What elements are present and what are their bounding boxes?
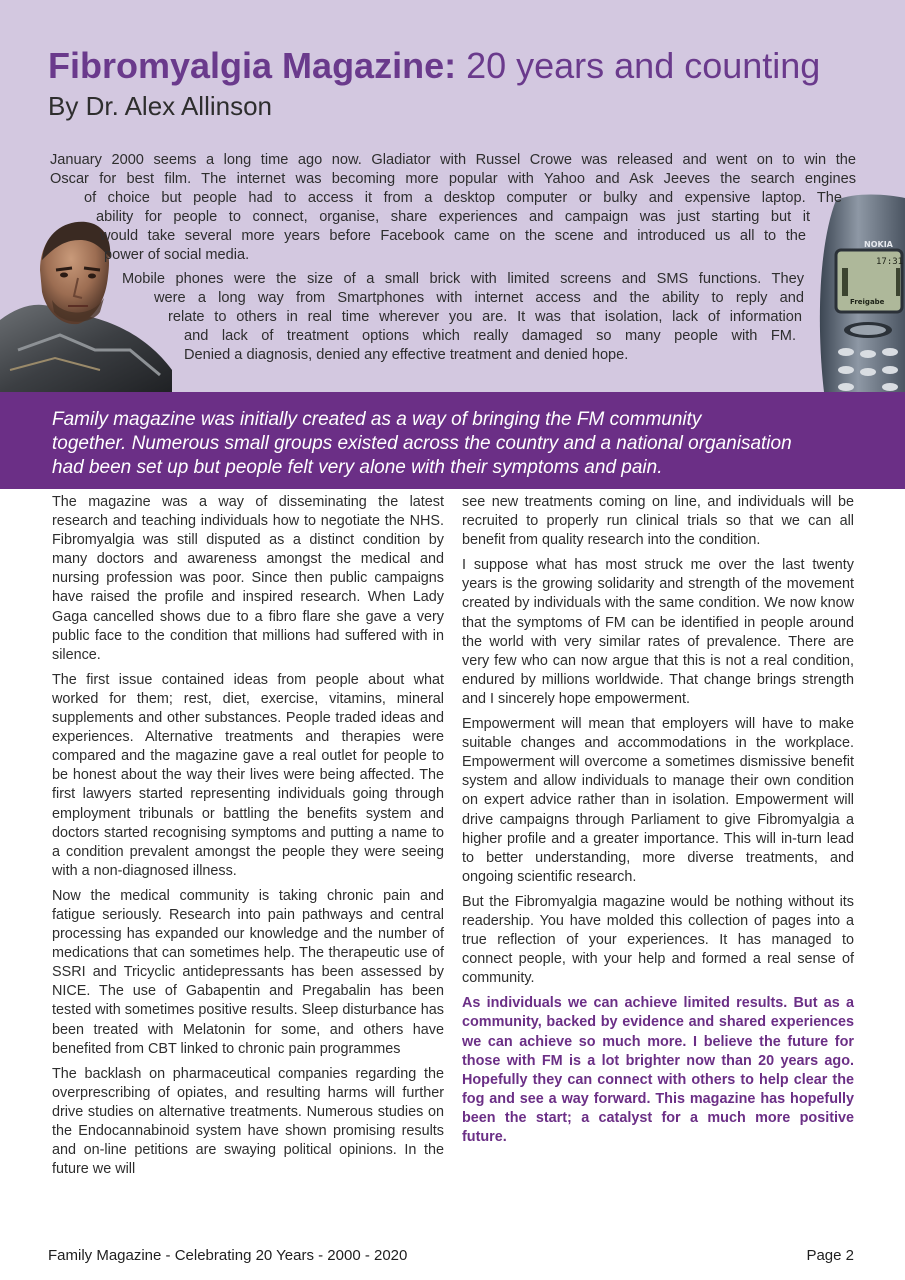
intro-line: were a long way from Smartphones with internet access and the ability to reply and — [154, 290, 804, 306]
pull-quote — [52, 408, 862, 480]
intro-line: ability for people to connect, organise, share experiences and campaign was just starting but it — [96, 209, 810, 225]
footer-publication: Family Magazine - Celebrating 20 Years - 2000 - 2020 — [48, 1247, 408, 1264]
intro-paragraph-2 — [118, 270, 804, 365]
intro-line: Mobile phones were the size of a small brick with limited screens and SMS functions. They — [122, 271, 804, 287]
title-rest: 20 years and counting — [456, 45, 821, 86]
intro-line: January 2000 seems a long time ago now. Gladiator with Russel Crowe was released and went on to win the — [50, 152, 856, 168]
page-number: Page 2 — [806, 1247, 854, 1264]
closing-statement: As individuals we can achieve limited results. But as a community, backed by evidence and shared experiences we can achieve so much more. I believe the future for those with FM is a lot brighter now than 20 years ago. Hopefully they can connect with others to help clear the fog and see a way forward. This magazine has hopefully been the start; a catalyst for a much more positive future. — [462, 995, 854, 1145]
article-title — [48, 44, 820, 88]
body-paragraph: Empowerment will mean that employers will have to make suitable changes and accommodations in the workplace. Empowerment will overcome a sometimes dismissive benefit system and allow individuals to manage their own condition on expert advice rather than in isolation. Empowerment will drive campaigns through Parliament to give Fibromyalgia a higher profile and a greater importance. This will in-turn lead to better understanding, more diverse treatments, and ongoing scientific research. — [462, 716, 854, 885]
body-paragraph: But the Fibromyalgia magazine would be nothing without its readership. You have molded this collection of pages into a true reflection of your experiences. It has managed to connect people, with your help and formed a real sense of community. — [462, 893, 854, 987]
pull-quote-line: had been set up but people felt very alone with their symptoms and pain. — [52, 457, 663, 478]
intro-line: would take several more years before Facebook came on the scene and introduced us all to the — [100, 228, 806, 244]
phone-softkey-text: Freigabe — [850, 298, 885, 306]
body-column-left — [52, 493, 444, 1185]
intro-line: and lack of treatment options which really damaged so many people with FM. — [184, 328, 796, 344]
pull-quote-line: Family magazine was initially created as a way of bringing the FM community — [52, 409, 702, 430]
intro-line: relate to others in real time wherever you are. It was that isolation, lack of information — [168, 309, 802, 325]
intro-paragraph-1 — [50, 151, 856, 265]
intro-line: Oscar for best film. The internet was becoming more popular with Yahoo and Ask Jeeves the search engines — [50, 171, 856, 187]
body-paragraph: I suppose what has most struck me over the last twenty years is the growing solidarity and strength of the movement created by individuals with the same condition. We now know that the symptoms of FM can be identified in people around the world with very similar rates of prevalence. There are very few who can now argue that this is not a real condition, endured by millions worldwide. That change brings strength and I sincerely hope empowerment. — [462, 557, 854, 707]
body-paragraph: see new treatments coming on line, and individuals will be recruited to properly run clinical trials so that we can all benefit from quality research into the condition. — [462, 494, 854, 549]
body-paragraph: The first issue contained ideas from people about what worked for them; rest, diet, exercise, vitamins, mineral supplements and other substances. People traded ideas and experiences. Alternative treatments and therapies were compared and the magazine gave a real outlet for people to be honest about the way their lives were being affected. The first lawyers started representing individuals going through employment tribunals or battling the benefits system and doctors started recognising symptoms and putting a name to a condition prevalent amongst the people they were seeing with a non-diagnosed illness. — [52, 671, 444, 879]
intro-line: of choice but people had to access it from a desktop computer or bulky and expensive laptop. The — [84, 190, 842, 206]
title-strong: Fibromyalgia Magazine: — [48, 45, 457, 86]
phone-time-text: 17:31 — [876, 257, 904, 267]
intro-line: Denied a diagnosis, denied any effective treatment and denied hope. — [184, 347, 629, 363]
intro-line: power of social media. — [104, 247, 250, 263]
phone-brand-text: NOKIA — [864, 240, 893, 249]
pull-quote-line: together. Numerous small groups existed across the country and a national organisation — [52, 433, 792, 454]
body-paragraph: The backlash on pharmaceutical companies regarding the overprescribing of opiates, and resulting harms will further drive studies on alternative treatments. Numerous studies on the Endocannabinoid system have shown promising results and on-line petitions are swaying political opinions. In the future we will — [52, 1065, 444, 1178]
body-paragraph: Now the medical community is taking chronic pain and fatigue seriously. Research into pain pathways and central processing has expanded our knowledge and the number of medications that can sometimes help. The therapeutic use of SSRI and Tricyclic antidepressants has been assessed by NICE. The use of Gabapentin and Pregabalin has been tested with sometimes positive results. Sleep disturbance has been treated with Melatonin for some, and others have benefited from CBT linked to chronic pain programmes — [52, 887, 444, 1057]
body-column-right — [462, 493, 854, 1153]
body-paragraph: The magazine was a way of disseminating the latest research and teaching individuals how to negotiate the NHS. Fibromyalgia was still disputed as a distinct condition by many doctors and awareness amongst the medical and nursing profession was poor. Since then public campaigns have raised the profile and inspired research. When Lady Gaga cancelled shows due to a fibro flare she gave a very public face to the condition that millions had suffered with in silence. — [52, 494, 444, 663]
byline: By Dr. Alex Allinson — [48, 91, 272, 121]
